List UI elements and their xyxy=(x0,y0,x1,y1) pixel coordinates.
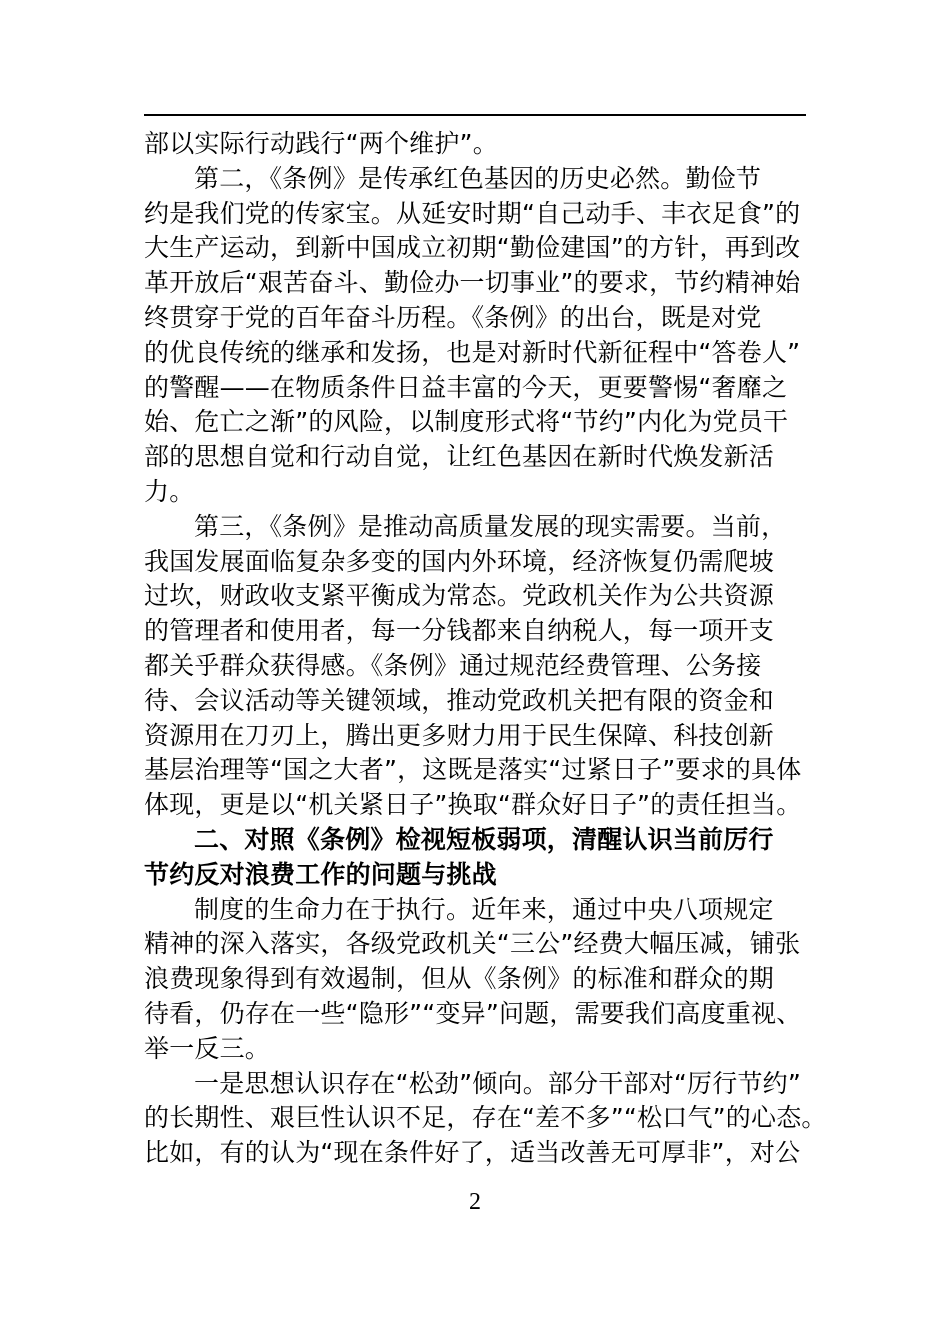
text-line: 的长期性、艰巨性认识不足，存在“差不多”“松口气”的心态。 xyxy=(144,1103,827,1133)
text-line: 革开放后“艰苦奋斗、勤俭办一切事业”的要求，节约精神始 xyxy=(144,268,801,298)
text-line: 的优良传统的继承和发扬，也是对新时代新征程中“答卷人” xyxy=(144,337,801,367)
text-line: 约是我们党的传家宝。从延安时期“自己动手、丰衣足食”的 xyxy=(144,198,801,228)
text-line: 待、会议活动等关键领域，推动党政机关把有限的资金和 xyxy=(144,685,775,715)
text-line: 大生产运动，到新中国成立初期“勤俭建国”的方针，再到改 xyxy=(144,233,801,263)
header-rule xyxy=(144,114,806,116)
text-line: 待看，仍存在一些“隐形”“变异”问题，需要我们高度重视、 xyxy=(144,998,802,1028)
section-heading-line: 二、对照《条例》检视短板弱项，清醒认识当前厉行 xyxy=(194,824,774,854)
text-line: 都关乎群众获得感。《条例》通过规范经费管理、公务接 xyxy=(144,650,762,680)
text-line: 一是思想认识存在“松劲”倾向。部分干部对“厉行节约” xyxy=(194,1068,802,1098)
text-line: 部的思想自觉和行动自觉，让红色基因在新时代焕发新活 xyxy=(144,442,775,472)
text-line: 的警醒——在物质条件日益丰富的今天，更要警惕“奢靡之 xyxy=(144,372,788,402)
section-heading-line: 节约反对浪费工作的问题与挑战 xyxy=(144,859,497,889)
text-line: 过坎，财政收支紧平衡成为常态。党政机关作为公共资源 xyxy=(144,581,775,611)
page-number: 2 xyxy=(469,1189,481,1215)
text-line: 第三，《条例》是推动高质量发展的现实需要。当前， xyxy=(194,511,787,541)
text-line: 始、危亡之渐”的风险，以制度形式将“节约”内化为党员干 xyxy=(144,407,789,437)
text-line: 浪费现象得到有效遏制，但从《条例》的标准和群众的期 xyxy=(144,964,775,994)
text-line: 体现，更是以“机关紧日子”换取“群众好日子”的责任担当。 xyxy=(144,790,802,820)
text-line: 举一反三。 xyxy=(144,1033,271,1063)
text-line: 比如，有的认为“现在条件好了，适当改善无可厚非”，对公 xyxy=(144,1138,801,1168)
text-line: 精神的深入落实，各级党政机关“三公”经费大幅压减，铺张 xyxy=(144,929,801,959)
text-line: 我国发展面临复杂多变的国内外环境，经济恢复仍需爬坡 xyxy=(144,546,775,576)
text-line: 部以实际行动践行“两个维护”。 xyxy=(144,129,498,158)
text-line: 第二，《条例》是传承红色基因的历史必然。勤俭节 xyxy=(194,163,762,193)
text-line: 资源用在刀刃上，腾出更多财力用于民生保障、科技创新 xyxy=(144,720,775,750)
body-text xyxy=(144,127,827,1171)
text-line: 的管理者和使用者，每一分钱都来自纳税人，每一项开支 xyxy=(144,616,775,646)
text-line: 基层治理等“国之大者”，这既是落实“过紧日子”要求的具体 xyxy=(144,755,802,785)
text-line: 力。 xyxy=(144,476,195,506)
text-line: 制度的生命力在于执行。近年来，通过中央八项规定 xyxy=(194,894,774,924)
text-line: 终贯穿于党的百年奋斗历程。《条例》的出台，既是对党 xyxy=(144,302,762,332)
